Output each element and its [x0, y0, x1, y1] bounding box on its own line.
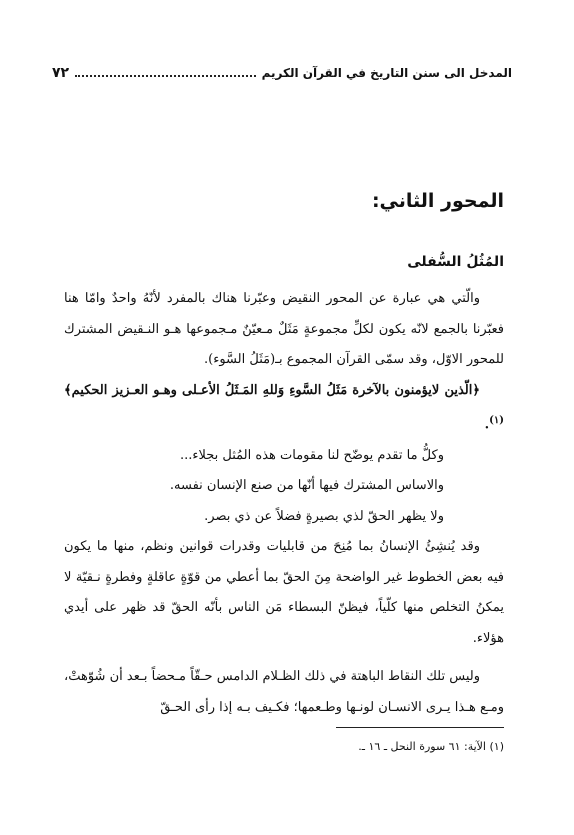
- footnote-divider: [336, 727, 504, 728]
- running-header: [52, 62, 512, 84]
- verse-text: ﴿الّذين لايؤمنون بالآخرة مَثَلُ السَّوءِ وَللهِ المَـثَلُ الأعـلى وهـو العـزيز الحكيم﴾: [64, 382, 480, 398]
- body-text: [64, 284, 504, 723]
- book-title: المدخل الى سنن التاريخ في القرآن الكريم: [261, 66, 512, 80]
- footnote-marker: (١): [489, 415, 504, 426]
- subheading: المُثُلُ السُّفلى: [407, 254, 504, 270]
- quran-verse: ﴿الّذين لايؤمنون بالآخرة مَثَلُ السَّوءِ وَللهِ المَـثَلُ الأعـلى وهـو العـزيز الحكيم﴾$^{(١)}$.: [64, 382, 504, 433]
- paragraph: وكلُّ ما تقدم يوضّح لنا مقومات هذه المُثل بجلاء...: [179, 447, 444, 463]
- leader-dots: [75, 75, 255, 77]
- paragraph: وليس تلك النقاط الباهتة في ذلك الظـلام الدامس حـقّاً مـحضاً بـعد أن شُوّهتْ، ومـع هـذا يـرى الانسـان لونـها وطـعمها؛ فكـيف بـه إذا رأى الحـقّ: [64, 669, 504, 715]
- paragraph: وقد يُنشِئُ الإنسانُ بما مُنِحَ من قابليات وقدرات قوانين ونظم، منها ما يكون فيه بعض الخطوط غير الواضحة مِنَ الحقّ بما أعطي من قوّةٍ عاقلةٍ وفطرةٍ نـقيّة لا يمكنُ التخلص منها كلّياً، فيظنّ البسطاء مَن الناس بأنّه الحقّ قد ظهر على أيدي هؤلاء.: [64, 539, 504, 646]
- paragraph: والّتي هي عبارة عن المحور النقيض وعبّرنا هناك بالمفرد لأنّهُ واحدٌ وامّا هنا فعبّرنا بالجمع لانّه يكون لكلِّ مجموعةٍ مَثَلٌ مـعيّنٌ مـجموعها هـو النـقيض المشترك للمحور الاوّل، وقد سمّى القرآن المجموع بـ(مَثَلُ السَّوء).: [64, 291, 504, 367]
- paragraph: ولا يظهر الحقّ لذي بصيرةٍ فضلاً عن ذي بصر.: [204, 508, 444, 524]
- paragraph: والاساس المشترك فيها أنّها من صنع الإنسان نفسه.: [169, 478, 444, 494]
- section-title: المحور الثاني:: [371, 190, 504, 212]
- page-number: ٧٢: [52, 65, 70, 81]
- footnote: (١) الآية: ٦١ سورة النحل ـ ١٦ ـ.: [358, 740, 504, 753]
